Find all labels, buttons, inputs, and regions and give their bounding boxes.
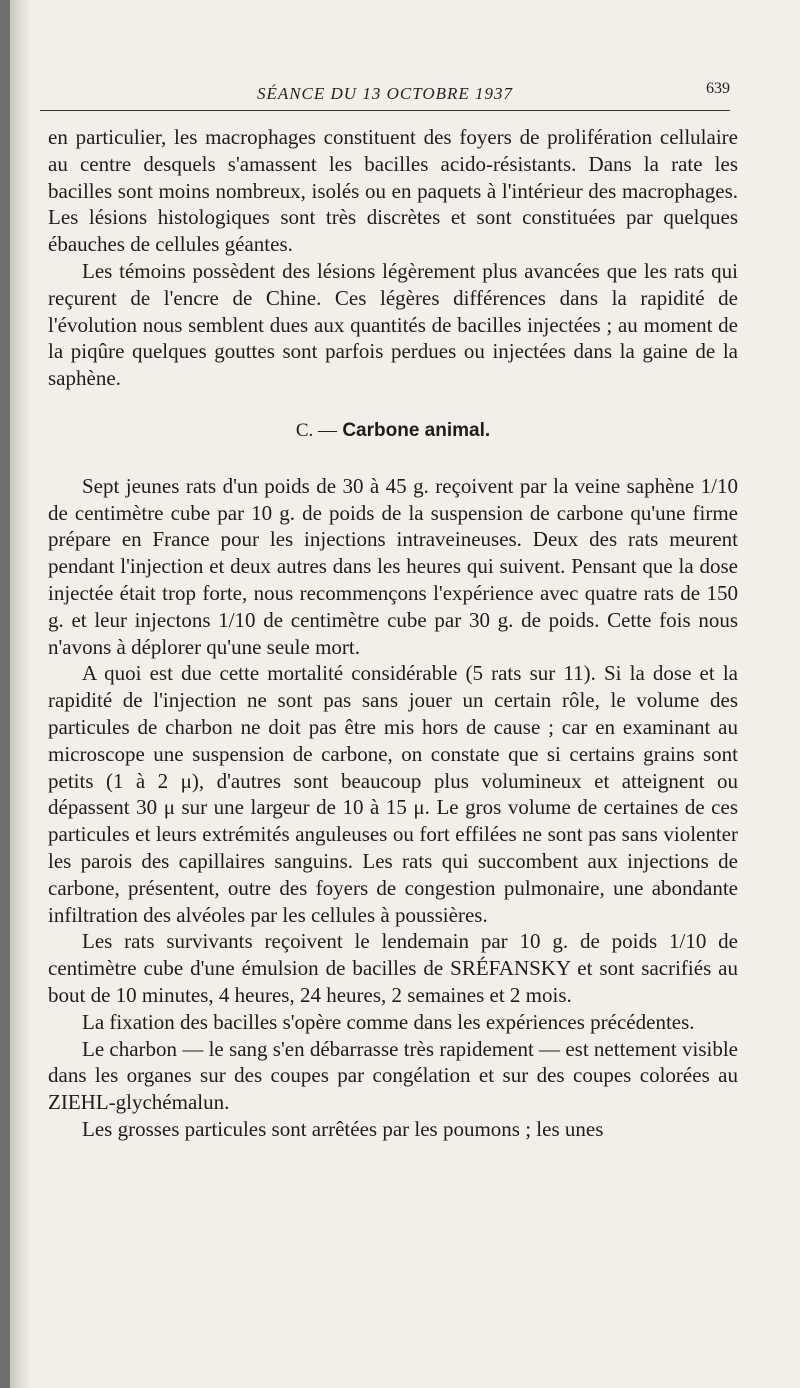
section-letter: C. — <box>295 419 338 441</box>
page-body <box>48 124 738 1143</box>
paragraph: en particulier, les macrophages constituent des foyers de prolifération cellulaire au centre desquels s'amassent les bacilles acido-résistants. Dans la rate les bacilles sont moins nombreux, isolés ou en paquets à l'intérieur des macrophages. Les lésions histologiques sont très discrètes et sont constituées par quelques ébauches de cellules géantes. <box>48 125 738 257</box>
paragraph: Sept jeunes rats d'un poids de 30 à 45 g. reçoivent par la veine saphène 1/10 de centimètre cube par 10 g. de poids de la suspension de carbone qu'une firme prépare en France pour les injections intraveineuses. Deux des rats meurent pendant l'injection et deux autres dans les heures qui suivent. Pensant que la dose injectée était trop forte, nous recommençons l'expérience avec quatre rats de 150 g. et leur injectons 1/10 de centimètre cube par 30 g. de poids. Cette fois nous n'avons à déplorer qu'une seule mort. <box>48 473 738 659</box>
paragraph: Les rats survivants reçoivent le lendemain par 10 g. de poids 1/10 de centimètre cube d'une émulsion de bacilles de SRÉFANSKY et sont sacrifiés au bout de 10 minutes, 4 heures, 24 heures, 2 semaines et 2 mois. <box>48 929 738 1007</box>
paragraph: Les grosses particules sont arrêtées par les poumons ; les unes <box>82 1116 604 1141</box>
paragraph: La fixation des bacilles s'opère comme dans les expériences précédentes. <box>82 1009 695 1034</box>
scanned-page <box>10 0 800 1388</box>
page-spine-shadow <box>10 0 30 1388</box>
running-head: SÉANCE DU 13 OCTOBRE 1937 <box>256 84 514 103</box>
paragraph: A quoi est due cette mortalité considérable (5 rats sur 11). Si la dose et la rapidité de l'injection ne sont pas sans jouer un certain rôle, le volume des particules de charbon ne doit pas être mis hors de cause ; car en examinant au microscope une suspension de carbone, on constate que si certains grains sont petits (1 à 2 μ), d'autres sont beaucoup plus volumineux et atteignent ou dépassent 30 μ sur une largeur de 10 à 15 μ. Le gros volume de certaines de ces particules et leurs extrémités anguleuses ou fort effilées ne sont pas sans violenter les parois des capillaires sanguins. Les rats qui succombent aux injections de carbone, présentent, outre des foyers de congestion pulmonaire, une abondante infiltration des alvéoles par les cellules à poussières. <box>48 661 738 927</box>
section-heading <box>48 418 738 445</box>
page-number: 639 <box>706 80 730 97</box>
section-title: Carbone animal. <box>342 419 491 441</box>
paragraph: Les témoins possèdent des lésions légèrement plus avancées que les rats qui reçurent de l'encre de Chine. Ces légères différences dans la rapidité de l'évolution nous semblent dues aux quantités de bacilles injectées ; au moment de la piqûre quelques gouttes sont parfois perdues ou injectées dans la gaine de la saphène. <box>48 258 738 391</box>
page-header <box>40 80 730 111</box>
paragraph: Le charbon — le sang s'en débarrasse très rapidement — est nettement visible dans les organes sur des coupes par congélation et sur des coupes colorées au ZIEHL-glychémalun. <box>48 1036 738 1115</box>
